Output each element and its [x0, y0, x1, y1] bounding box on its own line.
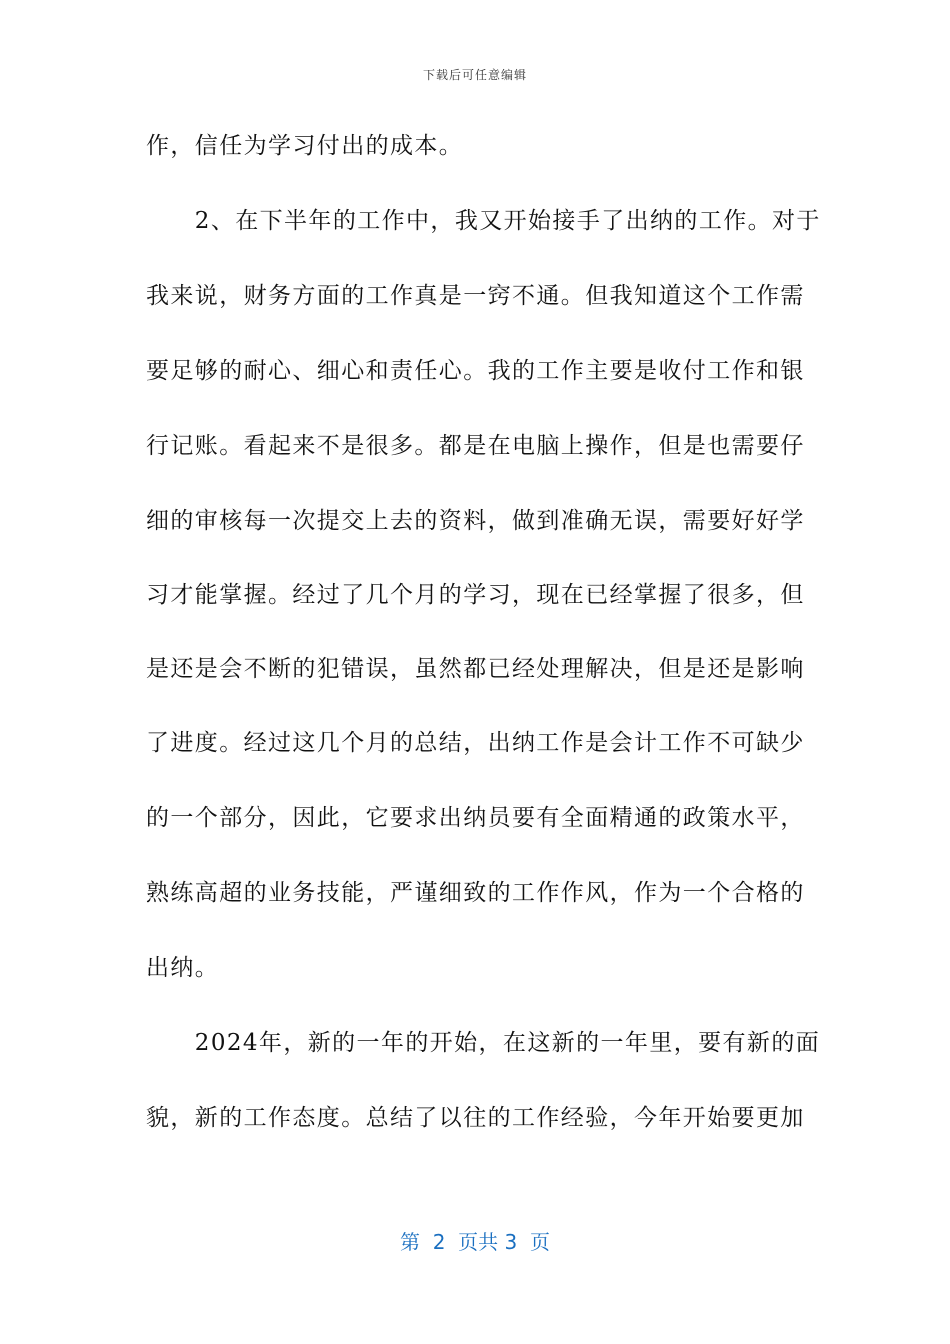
- text-line: 我来说，财务方面的工作真是一窍不通。但我知道这个工作需: [146, 283, 805, 309]
- text-line: 2024年，新的一年的开始，在这新的一年里，要有新的面: [146, 1030, 821, 1056]
- text-line: 的一个部分，因此，它要求出纳员要有全面精通的政策水平，: [146, 805, 805, 831]
- text-line: 习才能掌握。经过了几个月的学习，现在已经掌握了很多，但: [146, 582, 805, 608]
- text-line: 是还是会不断的犯错误，虽然都已经处理解决，但是还是影响: [146, 656, 805, 682]
- text-line: 2、在下半年的工作中，我又开始接手了出纳的工作。对于: [146, 208, 821, 234]
- text-line: 作，信任为学习付出的成本。: [146, 133, 464, 159]
- text-line: 行记账。看起来不是很多。都是在电脑上操作，但是也需要仔: [146, 433, 805, 459]
- text-line: 貌，新的工作态度。总结了以往的工作经验，今年开始要更加: [146, 1105, 805, 1131]
- text-line: 细的审核每一次提交上去的资料，做到准确无误，需要好好学: [146, 508, 805, 534]
- text-line: 出纳。: [146, 955, 220, 981]
- text-line: 要足够的耐心、细心和责任心。我的工作主要是收付工作和银: [146, 358, 805, 384]
- page-number: 第 2 页共 3 页: [400, 1230, 550, 1254]
- text-line: 了进度。经过这几个月的总结，出纳工作是会计工作不可缺少: [146, 730, 805, 756]
- header-note: 下载后可任意编辑: [422, 68, 527, 82]
- text-line: 熟练高超的业务技能，严谨细致的工作作风，作为一个合格的: [146, 880, 805, 906]
